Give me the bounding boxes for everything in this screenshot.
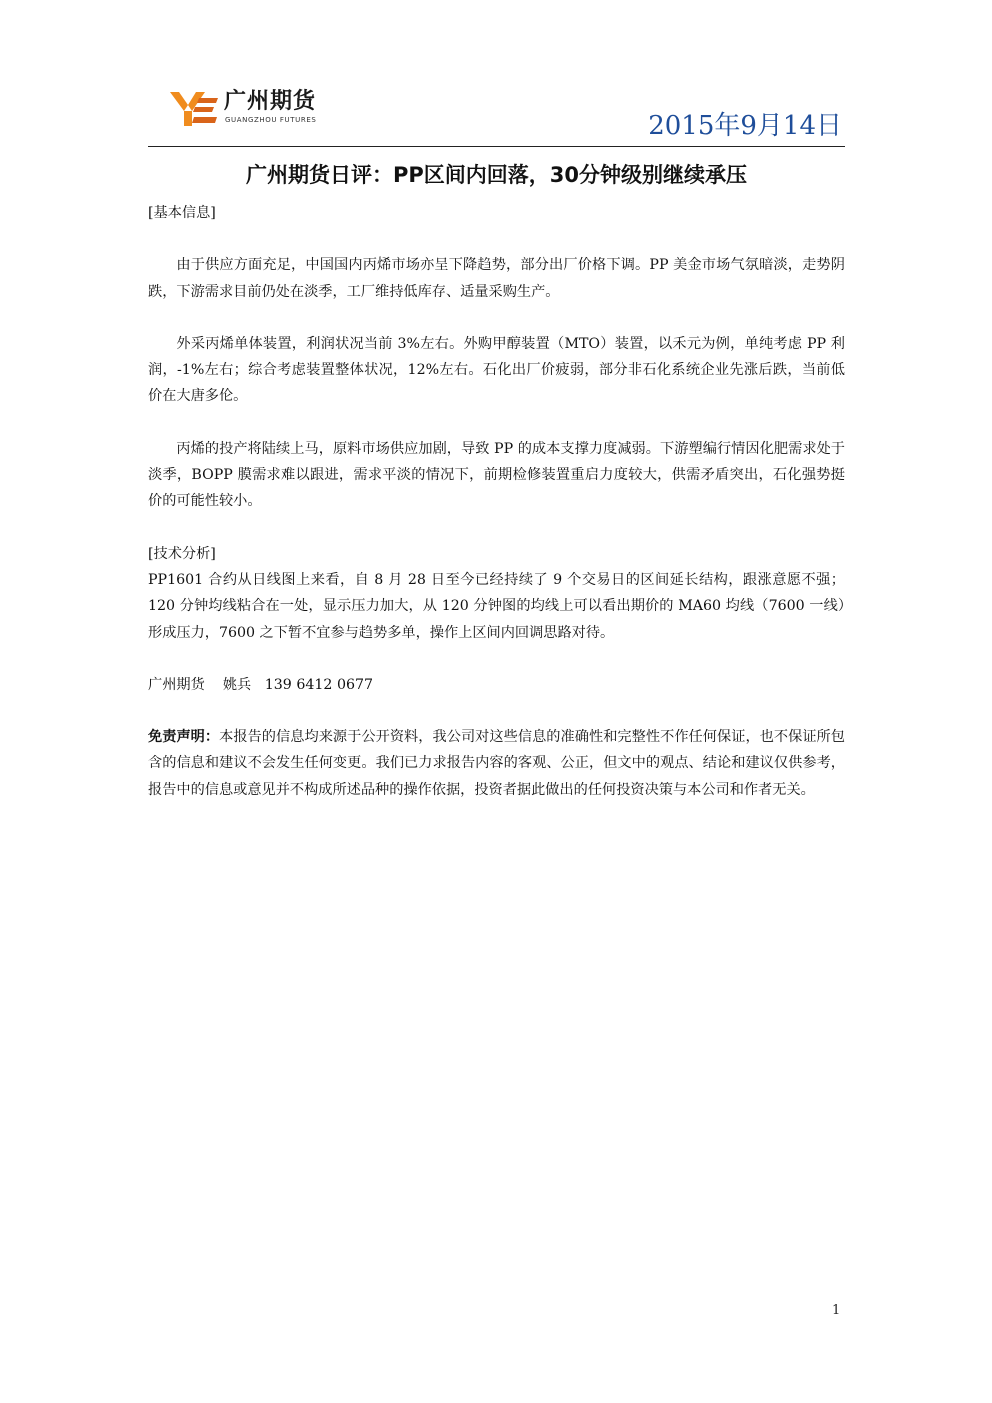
contact-line	[148, 672, 845, 698]
logo-chinese-name: 广州期货	[224, 89, 317, 114]
spacer	[148, 226, 845, 252]
spacer	[148, 698, 845, 724]
guangzhou-futures-logo-icon	[170, 92, 218, 126]
contact-name: 姚兵	[222, 676, 252, 693]
basic-info-paragraph-1: 由于供应方面充足，中国国内丙烯市场亦呈下降趋势，部分出厂价格下调。PP 美金市场气氛暗淡，走势阴跌，下游需求目前仍处在淡季，工厂维持低库存、适量采购生产。	[148, 257, 845, 300]
disclaimer-text: 本报告的信息均来源于公开资料，我公司对这些信息的准确性和完整性不作任何保证，也不保证所包含的信息和建议不会发生任何变更。我们已力求报告内容的客观、公正，但文中的观点、结论和建议仅供参考，报告中的信息或意见并不构成所述品种的操作依据，投资者据此做出的任何投资决策与本公司和作者无关。	[148, 729, 845, 798]
technical-analysis-paragraph: PP1601 合约从日线图上来看，自 8 月 28 日至今已经持续了 9 个交易日的区间延长结构，跟涨意愿不强；120 分钟均线粘合在一处，显示压力加大，从 120 分钟图的均线上可以看出期价的 MA60 均线（7600 一线）形成压力，7600 之下暂不宜参与趋势多单，操作上区间内回调思路对待。	[148, 571, 845, 641]
header-divider	[148, 146, 845, 147]
spacer	[148, 646, 845, 672]
logo-english-name: GUANGZHOU FUTURES	[225, 116, 317, 124]
spacer	[148, 305, 845, 331]
contact-phone: 139 6412 0677	[264, 676, 374, 693]
spacer	[148, 515, 845, 541]
page-number: 1	[832, 1303, 841, 1318]
basic-info-paragraph-3: 丙烯的投产将陆续上马，原料市场供应加剧，导致 PP 的成本支撑力度减弱。下游塑编行情因化肥需求处于淡季，BOPP 膜需求难以跟进，需求平淡的情况下，前期检修装置重启力度较大，供需矛盾突出，石化强势挺价的可能性较小。	[148, 440, 845, 510]
basic-info-label: [基本信息]	[148, 205, 216, 221]
contact-company: 广州期货	[148, 676, 205, 693]
report-title: 广州期货日评：PP区间内回落，30分钟级别继续承压	[245, 163, 747, 187]
technical-analysis-label: [技术分析]	[148, 545, 216, 562]
report-body	[148, 200, 845, 803]
report-date: 2015年9月14日	[648, 111, 842, 141]
disclaimer-label: 免责声明：	[148, 729, 220, 746]
disclaimer	[148, 724, 845, 803]
spacer	[148, 410, 845, 436]
basic-info-paragraph-2: 外采丙烯单体装置，利润状况当前 3%左右。外购甲醇装置（MTO）装置，以禾元为例，单纯考虑 PP 利润，-1%左右；综合考虑装置整体状况，12%左右。石化出厂价疲弱，部分非石化系统企业先涨后跌，当前低价在大唐多伦。	[148, 335, 845, 405]
company-logo	[170, 90, 350, 128]
